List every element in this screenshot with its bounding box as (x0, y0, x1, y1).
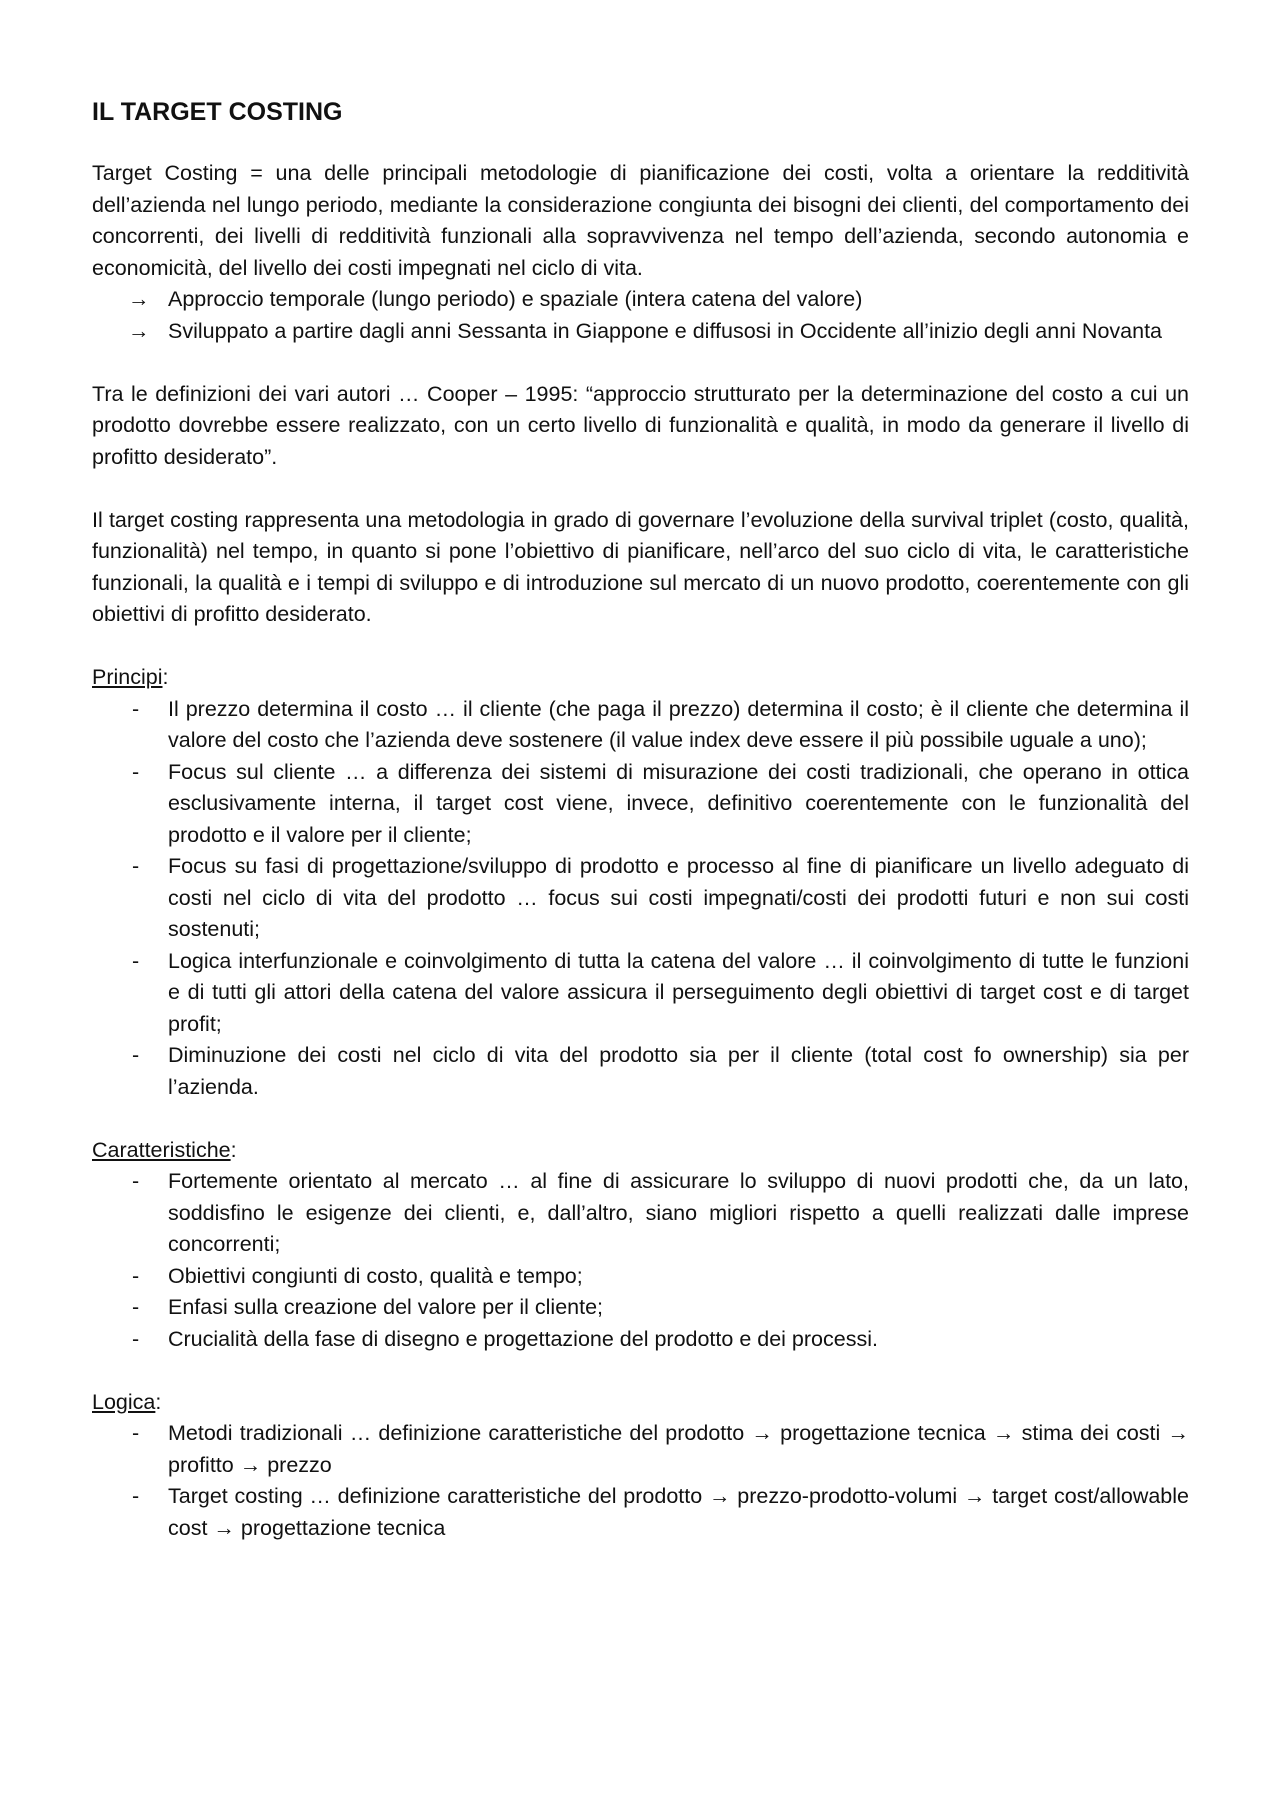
principi-item: - Focus sul cliente … a differenza dei sistemi di misurazione dei costi tradizionali, che operano in ottica esclusivamente interna, il target cost viene, invece, definitivo coerentemente con le funzionalità del prodotto e il valore per il cliente; (92, 757, 1189, 852)
arrow-right-icon: → (708, 1484, 731, 1508)
arrow-right-icon: → (239, 1452, 262, 1477)
arrow-right-icon: → (751, 1421, 773, 1445)
logica-target-step: prezzo-prodotto-volumi (737, 1484, 958, 1508)
definition-paragraph: Tra le definizioni dei vari autori … Cooper – 1995: “approccio strutturato per la determinazione del costo a cui un prodotto dovrebbe essere realizzato, con un certo livello di funzionalità e qualità, in modo da generare il livello di profitto desiderato”. (92, 381, 1189, 469)
principi-item: - Logica interfunzionale e coinvolgimento di tutta la catena del valore … il coinvolgimento di tutte le funzioni e di tutti gli attori della catena del valore assicura il perseguimento degli obiettivi di target cost e di target profit; (92, 946, 1189, 1041)
logica-target-lead: Target costing … definizione caratteristiche del prodotto (168, 1484, 703, 1508)
caratteristiche-heading (92, 1135, 1189, 1167)
spacer (92, 631, 1189, 663)
principi-item: - Diminuzione dei costi nel ciclo di vita del prodotto sia per il cliente (total cost fo ownership) sia per l’azienda. (92, 1040, 1189, 1103)
caratteristiche-list (92, 1166, 1189, 1355)
logica-item-target (92, 1481, 1189, 1544)
logica-traditional-step: stima dei costi (1021, 1421, 1161, 1445)
spacer (92, 347, 1189, 379)
principi-list (92, 694, 1189, 1104)
caratteristiche-item: - Obiettivi congiunti di costo, qualità e tempo; (92, 1261, 1189, 1293)
logica-heading-text: Logica (92, 1389, 156, 1414)
spacer (92, 1355, 1189, 1387)
arrow-item: → Sviluppato a partire dagli anni Sessanta in Giappone e diffusosi in Occidente all’inizio degli anni Novanta (92, 316, 1189, 348)
survival-triplet-paragraph: Il target costing rappresenta una metodologia in grado di governare l’evoluzione della survival triplet (costo, qualità, funzionalità) nel tempo, in quanto si pone l’obiettivo di pianificare, nell’arco del suo ciclo di vita, le caratteristiche funzionali, la qualità e i tempi di sviluppo e di introduzione sul mercato di un nuovo prodotto, coerentemente con gli obiettivi di profitto desiderato. (92, 507, 1189, 626)
intro-arrow-list (92, 284, 1189, 347)
logica-traditional-step: profitto (168, 1452, 234, 1477)
logica-list (92, 1418, 1189, 1544)
principi-heading-colon: : (162, 665, 169, 689)
principi-heading-text: Principi (92, 665, 163, 689)
principi-item: - Focus su fasi di progettazione/sviluppo di prodotto e processo al fine di pianificare un livello adeguato di costi nel ciclo di vita del prodotto … focus sui costi impegnati/costi dei prodotti futuri e non sui costi sostenuti; (92, 851, 1189, 946)
logica-target-step: target cost/allowable cost (168, 1484, 1189, 1540)
arrow-item: → Approccio temporale (lungo periodo) e spaziale (intera catena del valore) (92, 284, 1189, 316)
caratteristiche-item: - Enfasi sulla creazione del valore per il cliente; (92, 1292, 1189, 1324)
principi-heading (92, 662, 1189, 694)
arrow-right-icon: → (1167, 1421, 1189, 1445)
logica-target-step: progettazione tecnica (240, 1515, 446, 1540)
logica-traditional-step: progettazione tecnica (780, 1421, 986, 1445)
arrow-right-icon: → (963, 1484, 986, 1508)
caratteristiche-item: - Fortemente orientato al mercato … al fine di assicurare lo sviluppo di nuovi prodotti che, da un lato, soddisfino le esigenze dei clienti, e, dall’altro, siano migliori rispetto a quelli realizzati dalle imprese concorrenti; (92, 1166, 1189, 1261)
document-title: IL TARGET COSTING (92, 98, 343, 126)
caratteristiche-heading-colon: : (230, 1137, 237, 1162)
principi-item: - Il prezzo determina il costo … il cliente (che paga il prezzo) determina il costo; è il cliente che determina il valore del costo che l’azienda deve sostenere (il value index deve essere il più possibile uguale a uno); (92, 694, 1189, 757)
logica-traditional-step: prezzo (267, 1452, 332, 1477)
intro-paragraph: Target Costing = una delle principali metodologie di pianificazione dei costi, volta a orientare la redditività dell’azienda nel lungo periodo, mediante la considerazione congiunta dei bisogni dei clienti, del comportamento dei concorrenti, dei livelli di redditività funzionali alla sopravvivenza nel tempo dell’azienda, secondo autonomia e economicità, del livello dei costi impegnati nel ciclo di vita. (92, 161, 1189, 280)
caratteristiche-heading-text: Caratteristiche (92, 1137, 231, 1162)
caratteristiche-item: - Crucialità della fase di disegno e progettazione del prodotto e dei processi. (92, 1324, 1189, 1356)
spacer (92, 1103, 1189, 1135)
logica-heading (92, 1387, 1189, 1419)
document-page (92, 96, 1189, 1544)
arrow-right-icon: → (213, 1515, 235, 1540)
arrow-right-icon: → (992, 1421, 1015, 1445)
logica-item-traditional (92, 1418, 1189, 1481)
logica-traditional-lead: Metodi tradizionali … definizione caratteristiche del prodotto (168, 1421, 745, 1445)
logica-heading-colon: : (155, 1389, 162, 1414)
spacer (92, 473, 1189, 505)
